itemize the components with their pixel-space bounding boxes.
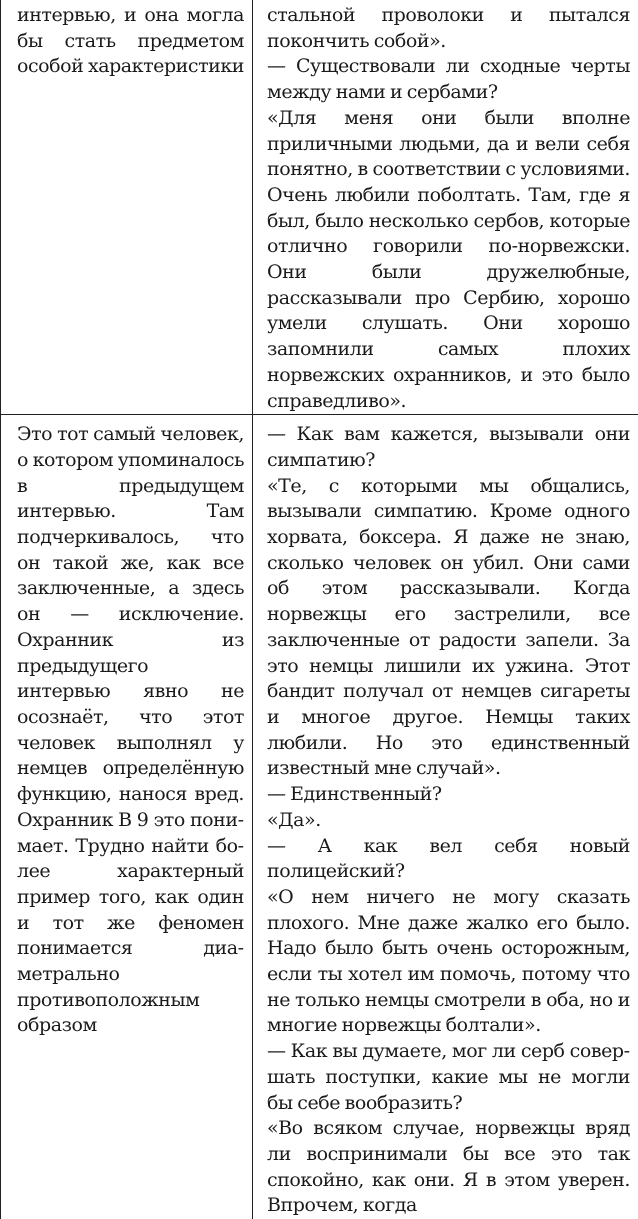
commentary-cell [1, 415, 253, 1219]
interview-answer: «О нем ничего не могу сказать плохого. Мне даже жалко его было. Надо было быть очень осторожным, если ты хотел им помочь, потому что не только немцы смотрели в оба, но и многие норвежцы болтали». [267, 885, 630, 1039]
table-row [1, 0, 638, 415]
interview-question: — Существовали ли сходные черты между нами и сербами? [267, 54, 630, 105]
interview-question: — Как вы думаете, мог ли серб совершать поступки, какие мы не могли бы себе вообразить? [267, 1039, 630, 1116]
table-row [1, 415, 638, 1219]
commentary-paragraph: интервью, и она могла бы стать предметом особой характеристики [17, 3, 244, 80]
commentary-cell [1, 0, 253, 415]
interview-answer: «Да». [267, 808, 630, 834]
commentary-paragraph: Это тот самый человек, о котором упоминалось в предыдущем интервью. Там подчеркивалось, что он такой же, как все заключенные, а здесь он — исключение. Охранник из предыдущего интервью явно не осознаёт, что этот человек выполнял у немцев определённую функцию, нанося вред. Охранник В 9 это понимает. Трудно найти более характерный пример того, как один и тот же феномен понимается диаметрально противоположным образом [17, 422, 244, 1039]
interview-question: — Как вам кажется, вызывали они симпатию? [267, 422, 630, 473]
interview-answer: «Во всяком случае, норвежцы вряд ли воспринимали бы все это так спокойно, как они. Я в этом уверен. Впрочем, когда [267, 1116, 630, 1219]
interview-question: — А как вел себя новый полицейский? [267, 834, 630, 885]
interview-answer: «Для меня они были вполне приличными людьми, да и вели себя понятно, в соответствии с условиями. Очень любили поболтать. Там, где я был, было несколько сербов, которые отлично говорили по-норвежски. Они были дружелюбные, рассказывали про Сербию, хорошо умели слушать. Они хорошо запомнили самых плохих норвежских охранников, и это было справедливо». [267, 106, 630, 414]
interview-answer: «Те, с которыми мы общались, вызывали симпатию. Кроме одного хорвата, боксера. Я даже не знаю, сколько человек он убил. Они сами об этом рассказывали. Когда норвежцы его застрелили, все заключенные от радости запели. За это немцы лишили их ужина. Этот бандит получал от немцев сигареты и многое другое. Немцы таких любили. Но это единственный известный мне случай». [267, 474, 630, 782]
interview-paragraph: стальной проволоки и пытался покончить собой». [267, 3, 630, 54]
interview-cell [253, 415, 638, 1219]
interview-cell [253, 0, 638, 415]
interview-question: — Единственный? [267, 782, 630, 808]
